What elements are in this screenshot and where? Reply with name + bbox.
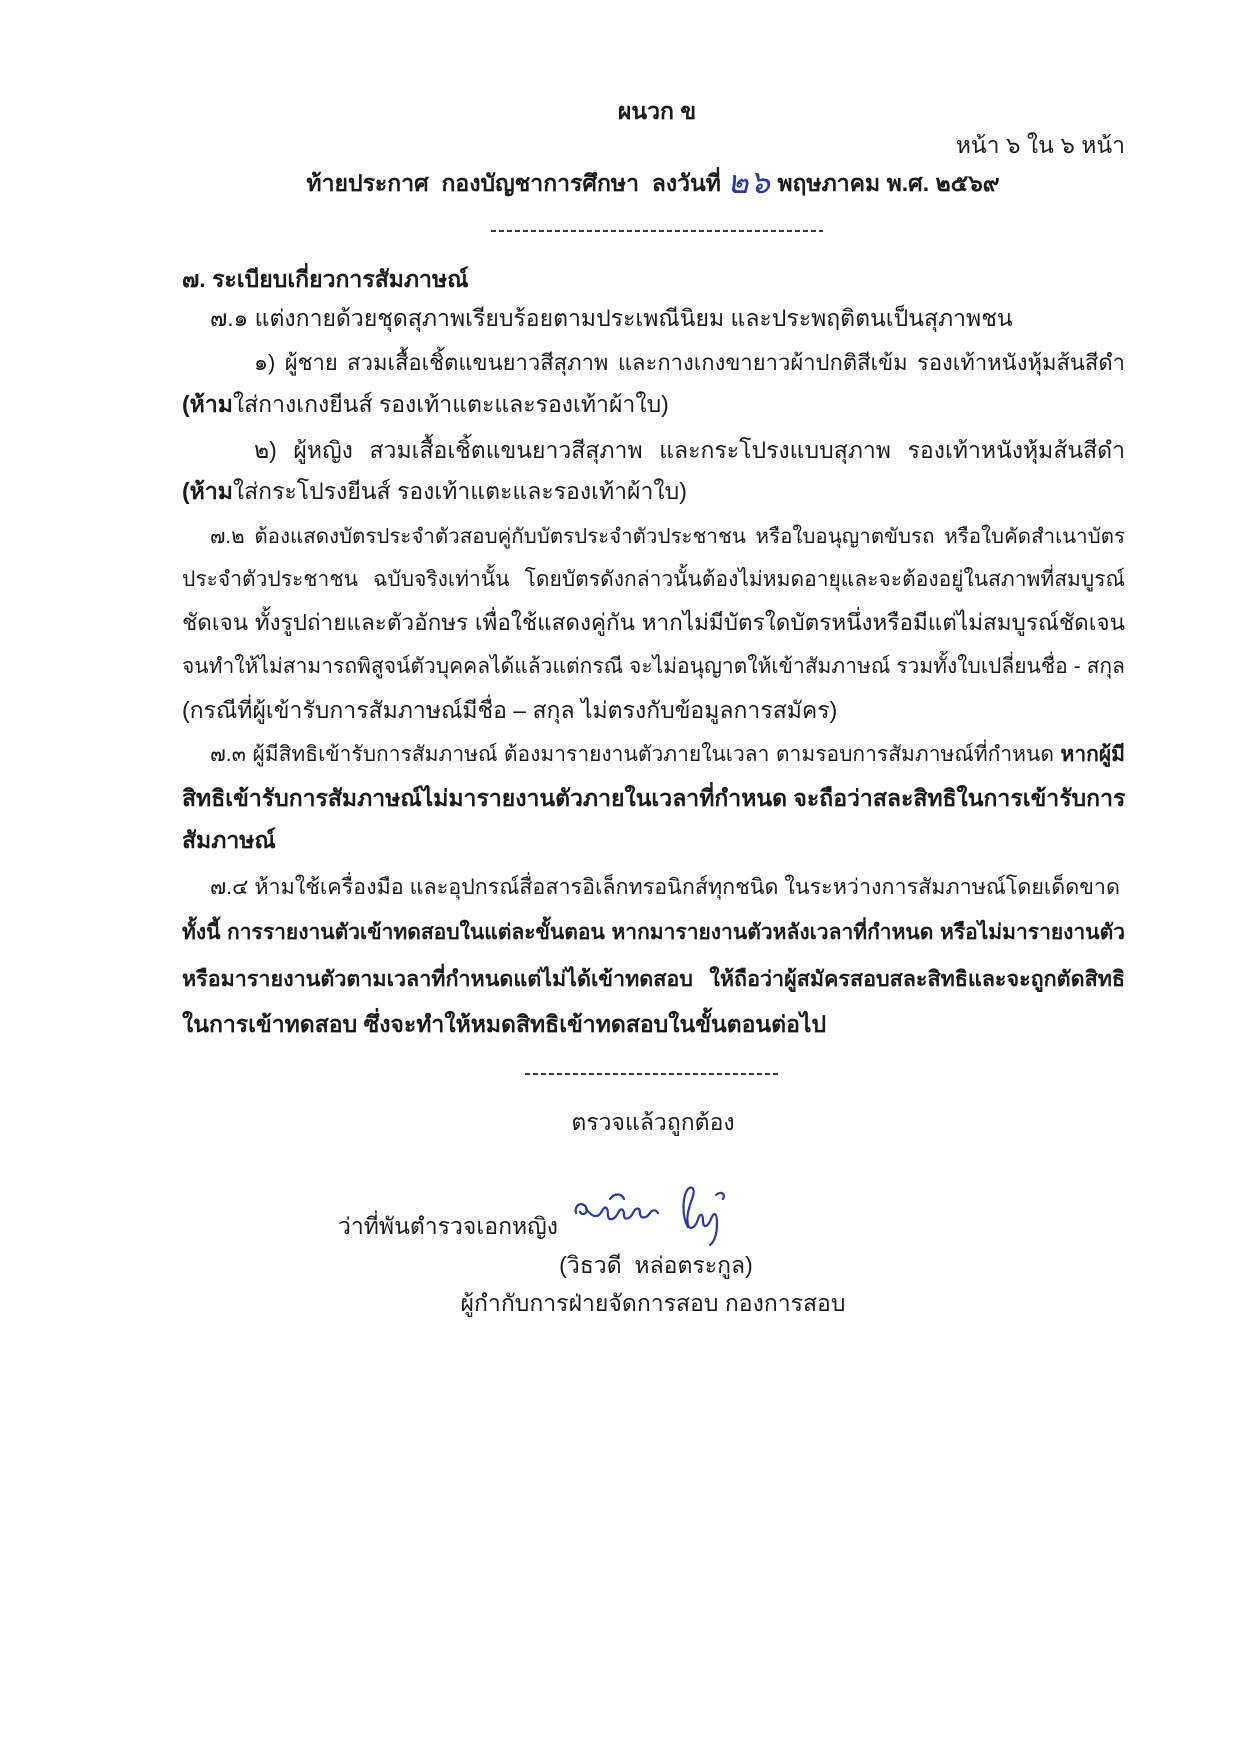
- notice-line: ทั้งนี้ การรายงานตัวเข้าทดสอบในแต่ละขั้นตอน หากมารายงานตัวหลังเวลาที่กำหนด หรือไม่มารายงานตัว: [182, 921, 1125, 944]
- signatory-rank: ว่าที่พันตำรวจเอกหญิง: [337, 1213, 558, 1239]
- footer-divider: [525, 1073, 781, 1075]
- annex-title: ผนวก ข: [617, 98, 697, 124]
- clause-7-3-line: [210, 733, 1125, 777]
- signature-stroke: [610, 1195, 624, 1200]
- clause-7-3-emphasis-line: สิทธิเข้ารับการสัมภาษณ์ไม่มารายงานตัวภายในเวลาที่กำหนด จะถือว่าสละสิทธิในการเข้ารับการ: [182, 785, 1126, 811]
- handwritten-signature: [570, 1183, 740, 1249]
- announcement-reference: [268, 160, 1038, 204]
- handwritten-date: ๒๖: [727, 163, 771, 201]
- clause-7-1-women-dress: ๒) ผู้หญิง สวมเสื้อเชิ้ตแขนยาวสีสุภาพ และกระโปรงแบบสุภาพ รองเท้าหนังหุ้มส้นสีดำ: [254, 437, 1125, 463]
- clause-7-2-line: (กรณีที่ผู้เข้ารับการสัมภาษณ์มีชื่อ – สกุล ไม่ตรงกับข้อมูลการสมัคร): [182, 697, 838, 723]
- verification-statement: ตรวจแล้วถูกต้อง: [571, 1109, 735, 1135]
- prohibition-label: (ห้าม: [182, 478, 233, 504]
- signatory-position: ผู้กำกับการฝ่ายจัดการสอบ กองการสอบ: [460, 1290, 846, 1316]
- clause-7-1-women-note: [182, 469, 1125, 513]
- prohibition-text: ใส่กางเกงยีนส์ รองเท้าแตะและรองเท้าผ้าใบ): [232, 391, 669, 417]
- signature-stroke: [684, 1187, 718, 1245]
- announcement-suffix: พฤษภาคม พ.ศ. ๒๕๖๙: [777, 170, 1000, 196]
- notice-line: ในการเข้าทดสอบ ซึ่งจะทำให้หมดสิทธิเข้าทดสอบในขั้นตอนต่อไป: [182, 1011, 827, 1037]
- page-indicator: หน้า ๖ ใน ๖ หน้า: [955, 132, 1125, 158]
- signature-stroke: [576, 1204, 658, 1219]
- clause-7-3-text: ๗.๓ ผู้มีสิทธิเข้ารับการสัมภาษณ์ ต้องมารายงานตัวภายในเวลา ตามรอบการสัมภาษณ์ที่กำหนด: [210, 743, 1055, 766]
- header-divider: [491, 230, 823, 232]
- prohibition-text: ใส่กระโปรงยีนส์ รองเท้าแตะและรองเท้าผ้าใบ): [232, 478, 687, 504]
- clause-7-1-men-note: [182, 382, 1125, 426]
- clause-7-3-emphasis-line: สัมภาษณ์: [182, 827, 276, 853]
- clause-7-3-emphasis: หากผู้มี: [1060, 743, 1125, 766]
- clause-7-1: ๗.๑ แต่งกายด้วยชุดสุภาพเรียบร้อยตามประเพณีนิยม และประพฤติตนเป็นสุภาพชน: [210, 305, 1013, 331]
- signature-stroke: [716, 1193, 724, 1199]
- notice-line: หรือมารายงานตัวตามเวลาที่กำหนดแต่ไม่ได้เข้าทดสอบ ให้ถือว่าผู้สมัครสอบสละสิทธิและจะถูกตัดสิทธิ: [182, 967, 1125, 991]
- announcement-prefix: ท้ายประกาศ กองบัญชาการศึกษา ลงวันที่: [306, 170, 721, 196]
- signatory-name: (วิธวดี หล่อตระกูล): [559, 1252, 753, 1278]
- prohibition-label: (ห้าม: [182, 391, 233, 417]
- clause-7-2-line: ชัดเจน ทั้งรูปถ่ายและตัวอักษร เพื่อใช้แสดงคู่กัน หากไม่มีบัตรใดบัตรหนึ่งหรือมีแต่ไม่สมบูรณ์ชัดเจน: [182, 610, 1125, 635]
- clause-7-2-line: จนทำให้ไม่สามารถพิสูจน์ตัวบุคคลได้แล้วแต่กรณี จะไม่อนุญาตให้เข้าสัมภาษณ์ รวมทั้งใบเปลี่ยนชื่อ - สกุล: [182, 655, 1125, 678]
- clause-7-1-men-dress: ๑) ผู้ชาย สวมเสื้อเชิ้ตแขนยาวสีสุภาพ และกางเกงขายาวผ้าปกติสีเข้ม รองเท้าหนังหุ้มส้นสีดำ: [254, 350, 1125, 375]
- clause-7-4: ๗.๔ ห้ามใช้เครื่องมือ และอุปกรณ์สื่อสารอิเล็กทรอนิกส์ทุกชนิด ในระหว่างการสัมภาษณ์โดยเด็ดขาด: [210, 875, 1120, 899]
- clause-7-2-line: ประจำตัวประชาชน ฉบับจริงเท่านั้น โดยบัตรดังกล่าวนั้นต้องไม่หมดอายุและจะต้องอยู่ในสภาพที่สมบูรณ์: [182, 568, 1125, 591]
- clause-7-2-line: ๗.๒ ต้องแสดงบัตรประจำตัวสอบคู่กับบัตรประจำตัวประชาชน หรือใบอนุญาตขับรถ หรือใบคัดสำเนาบัตร: [210, 525, 1125, 548]
- section-heading: ๗. ระเบียบเกี่ยวการสัมภาษณ์: [182, 266, 469, 292]
